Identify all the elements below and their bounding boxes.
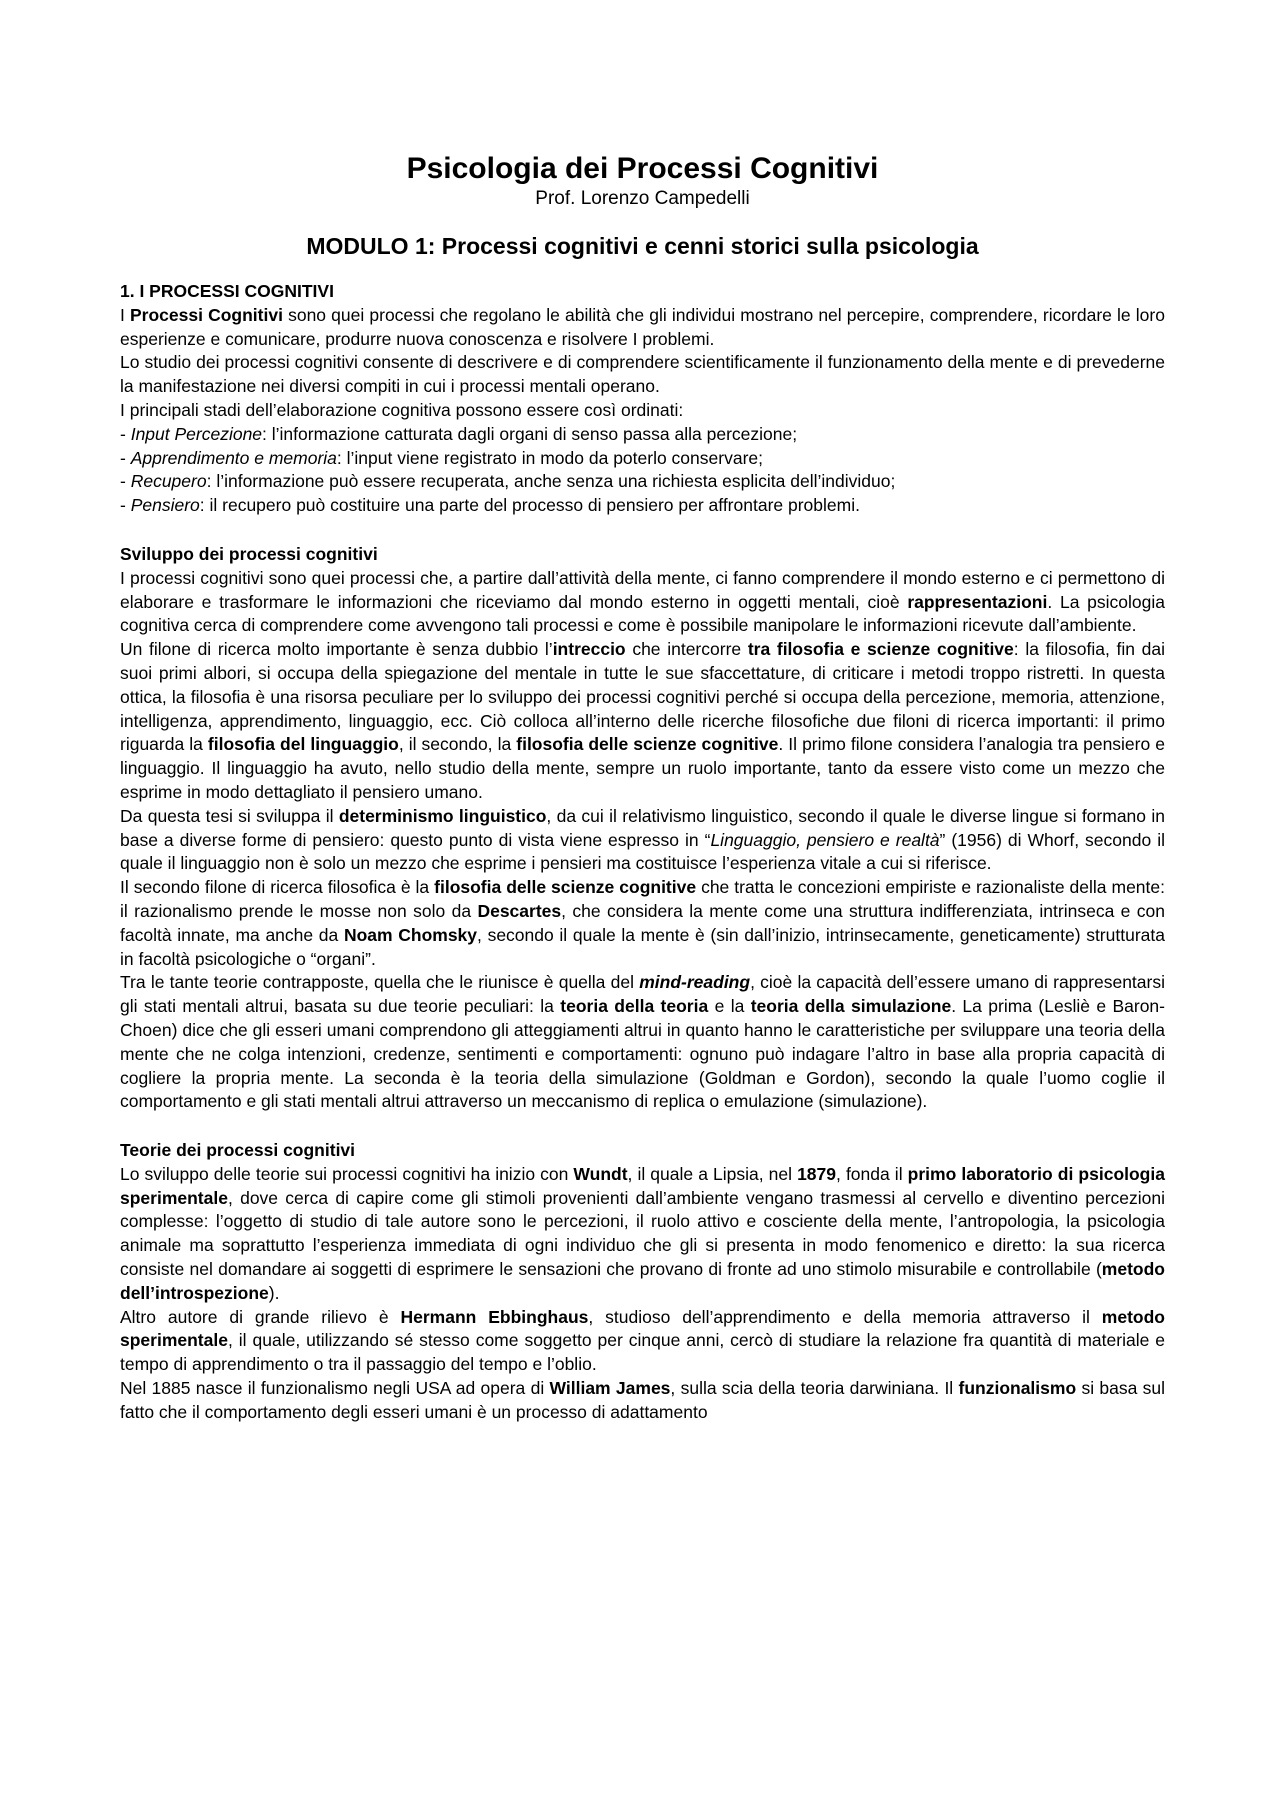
- section-body-sviluppo: [120, 567, 1165, 1114]
- paragraph: I principali stadi dell’elaborazione cognitiva possono essere così ordinati:: [120, 399, 684, 420]
- paragraph: I processi cognitivi sono quei processi che, a partire dall’attività della mente, ci fanno comprendere il mondo esterno e ci permettono di elaborare e trasformare le informazioni che riceviamo dal mondo esterno in oggetti mentali, cioè rappresentazioni. La psicologia cognitiva cerca di comprendere come avvengono tali processi e come è possibile manipolare le informazioni ricevute dall’ambiente.: [120, 567, 1165, 636]
- paragraph: Un filone di ricerca molto importante è senza dubbio l’intreccio che intercorre tra filosofia e scienze cognitive: la filosofia, fin dai suoi primi albori, si occupa della spiegazione del mentale in tutte le sue sfaccettature, di criticare i metodi troppo ristretti. In questa ottica, la filosofia è una risorsa peculiare per lo sviluppo dei processi cognitivi perché si occupa della percezione, memoria, attenzione, intelligenza, apprendimento, linguaggio, ecc. Ciò colloca all’interno delle ricerche filosofiche due filoni di ricerca importanti: il primo riguarda la filosofia del linguaggio, il secondo, la filosofia delle scienze cognitive. Il primo filone considera l’analogia tra pensiero e linguaggio. Il linguaggio ha avuto, nello studio della mente, sempre un ruolo importante, tanto da essere visto come un mezzo che esprime in modo dettagliato il pensiero umano.: [120, 639, 1166, 802]
- paragraph: Da questa tesi si sviluppa il determinismo linguistico, da cui il relativismo linguistico, secondo il quale le diverse lingue si formano in base a diverse forme di pensiero: questo punto di vista viene espresso in “Linguaggio, pensiero e realtà” (1956) di Whorf, secondo il quale il linguaggio non è solo un mezzo che esprime i pensieri ma costituisce l’esperienza vitale a cui si riferisce.: [120, 805, 1165, 874]
- section-heading-processi-cognitivi: 1. I PROCESSI COGNITIVI: [120, 281, 334, 301]
- document-title: Psicologia dei Processi Cognitivi: [406, 152, 879, 185]
- list-item: - Apprendimento e memoria: l’input viene registrato in modo da poterlo conservare;: [120, 447, 763, 468]
- section-body-teorie: [120, 1163, 1165, 1425]
- paragraph: Tra le tante teorie contrapposte, quella che le riunisce è quella del mind-reading, cioè la capacità dell’essere umano di rappresentarsi gli stati mentali altrui, basata su due teorie peculiari: la teoria della teoria e la teoria della simulazione. La prima (Lesliè e Baron-Choen) dice che gli esseri umani comprendono gli atteggiamenti altrui in quanto hanno le caratteristiche per sviluppare una teoria della mente che ne colga intenzioni, credenze, sentimenti e comportamenti: ognuno può indagare l’altro in base alla propria capacità di cogliere la propria mente. La seconda è la teoria della simulazione (Goldman e Gordon), secondo la quale l’uomo coglie il comportamento e gli stati mentali altrui attraverso un meccanismo di replica o emulazione (simulazione).: [120, 972, 1165, 1112]
- list-item: - Input Percezione: l’informazione catturata dagli organi di senso passa alla percezione;: [120, 423, 798, 444]
- paragraph: Altro autore di grande rilievo è Hermann Ebbinghaus, studioso dell’apprendimento e della memoria attraverso il metodo sperimentale, il quale, utilizzando sé stesso come soggetto per cinque anni, cercò di studiare la relazione fra quantità di materiale e tempo di apprendimento o tra il passaggio del tempo e l’oblio.: [120, 1306, 1165, 1375]
- module-title: MODULO 1: Processi cognitivi e cenni storici sulla psicologia: [306, 233, 979, 259]
- author-name: Prof. Lorenzo Campedelli: [535, 188, 750, 209]
- paragraph: Il secondo filone di ricerca filosofica è la filosofia delle scienze cognitive che tratta le concezioni empiriste e razionaliste della mente: il razionalismo prende le mosse non solo da Descartes, che considera la mente come una struttura indifferenziata, intrinseca e con facoltà innate, ma anche da Noam Chomsky, secondo il quale la mente è (sin dall’inizio, intrinsecamente, geneticamente) strutturata in facoltà psicologiche o “organi”.: [120, 877, 1166, 969]
- paragraph: Nel 1885 nasce il funzionalismo negli USA ad opera di William James, sulla scia della teoria darwiniana. Il funzionalismo si basa sul fatto che il comportamento degli esseri umani è un processo di adattamento: [120, 1378, 1165, 1422]
- list-item: - Pensiero: il recupero può costituire una parte del processo di pensiero per affrontare problemi.: [120, 495, 860, 516]
- list-item: - Recupero: l’informazione può essere recuperata, anche senza una richiesta esplicita dell’individuo;: [120, 471, 896, 492]
- paragraph: Lo studio dei processi cognitivi consente di descrivere e di comprendere scientificamente il funzionamento della mente e di prevederne la manifestazione nei diversi compiti in cui i processi mentali operano.: [120, 352, 1165, 397]
- section-body-processi-cognitivi: [120, 304, 1165, 518]
- section-heading-teorie: Teorie dei processi cognitivi: [120, 1140, 356, 1161]
- paragraph: I Processi Cognitivi sono quei processi che regolano le abilità che gli individui mostrano nel percepire, comprendere, ricordare le loro esperienze e comunicare, produrre nuova conoscenza e risolvere I problemi.: [120, 304, 1165, 349]
- paragraph: Lo sviluppo delle teorie sui processi cognitivi ha inizio con Wundt, il quale a Lipsia, nel 1879, fonda il primo laboratorio di psicologia sperimentale, dove cerca di capire come gli stimoli provenienti dall’ambiente vengano trasmessi al cervello e diventino percezioni complesse: l’oggetto di studio di tale autore sono le percezioni, il ruolo attivo e cosciente della mente, l’antropologia, la psicologia animale ma soprattutto l’esperienza immediata di ogni individuo che gli si presenta in modo fenomenico e diretto: la sua ricerca consiste nel domandare ai soggetti di esprimere le sensazioni che provano di fronte ad uno stimolo misurabile e controllabile (metodo dell’introspezione).: [120, 1163, 1165, 1303]
- section-heading-sviluppo: Sviluppo dei processi cognitivi: [120, 543, 378, 564]
